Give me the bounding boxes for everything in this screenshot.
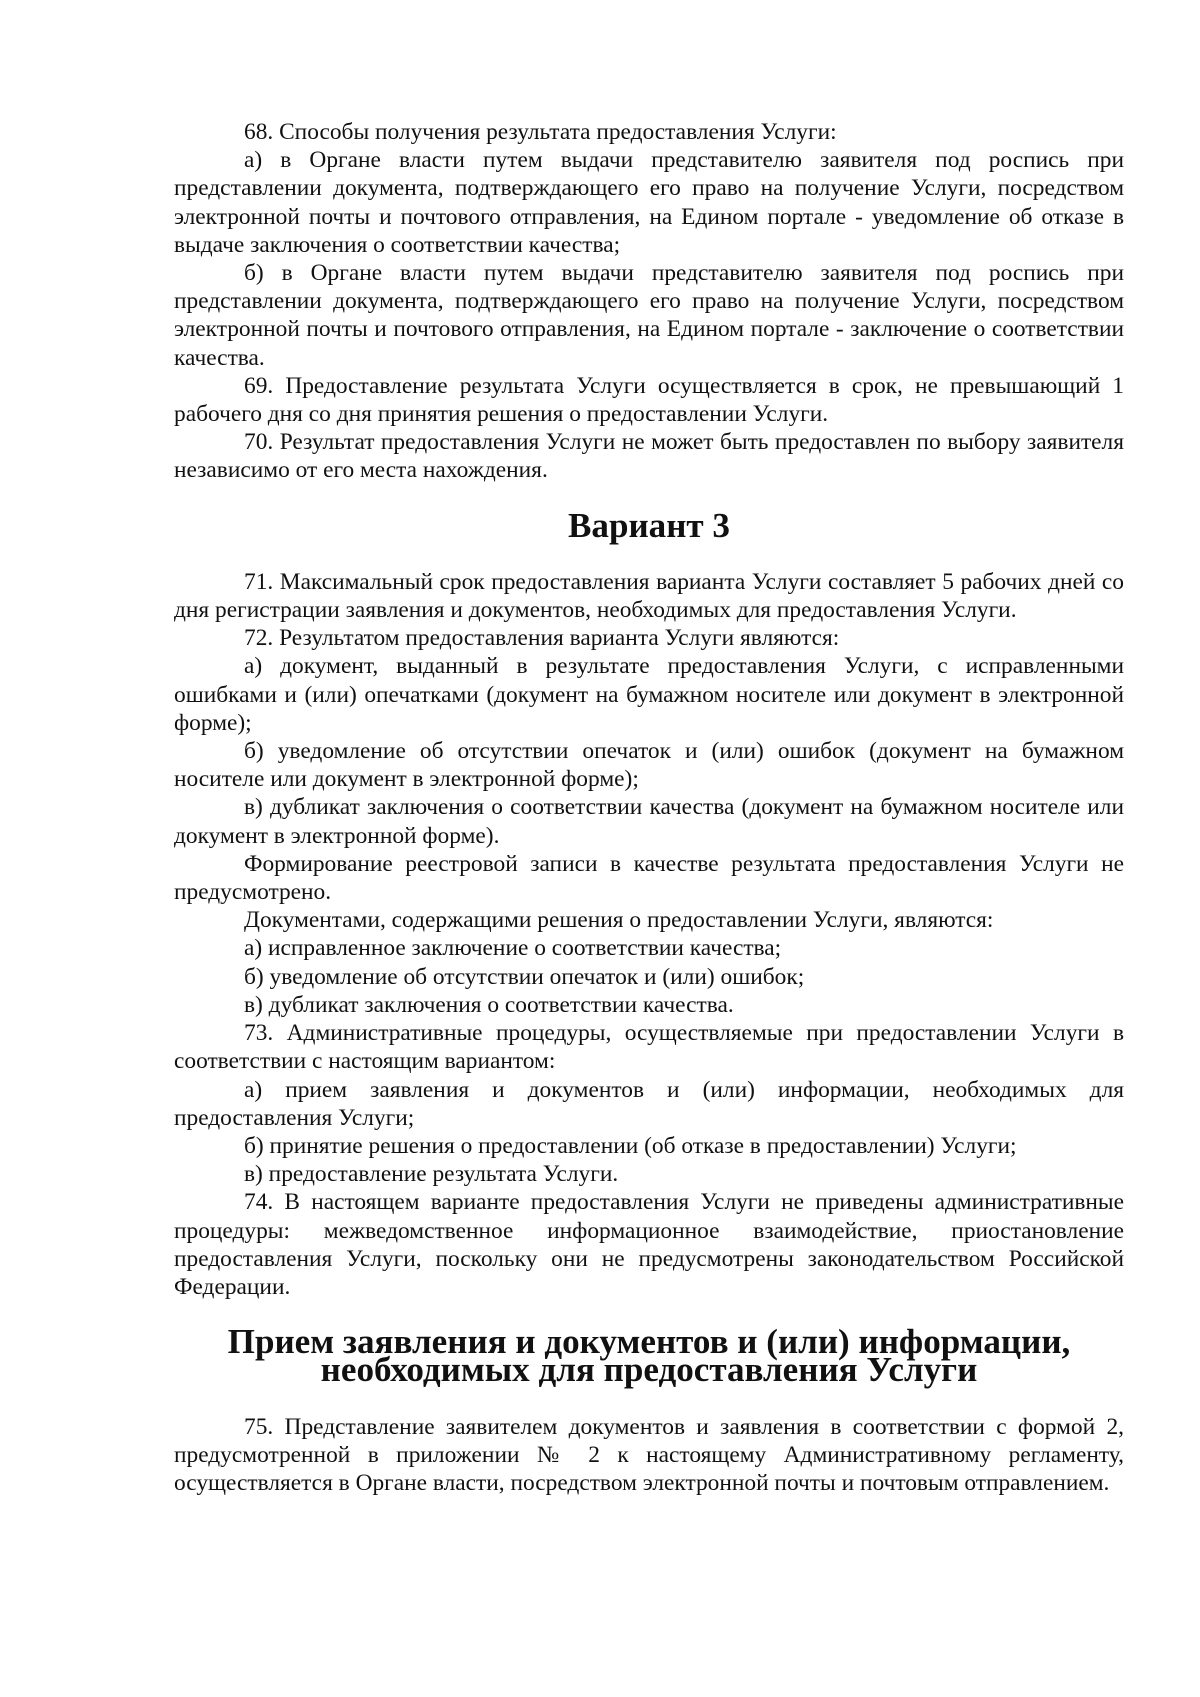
paragraph-68-a: а) в Органе власти путем выдачи представителю заявителя под роспись при представлении документа, подтверждающего его право на получение Услуги, посредством электронной почты и почтового отправления, на Едином портале - уведомление об отказе в выдаче заключения о соответствии качества; [174,147,1124,258]
heading-line: Прием заявления и документов и (или) информации, [227,1322,1071,1362]
paragraph-decision-c: в) дубликат заключения о соответствии качества. [244,991,734,1018]
paragraph-decision-documents: Документами, содержащими решения о предоставлении Услуги, являются: [244,907,994,934]
paragraph-69: 69. Предоставление результата Услуги осуществляется в срок, не превышающий 1 рабочего дня со дня принятия решения о предоставлении Услуги. [174,372,1124,428]
paragraph-72-a: а) документ, выданный в результате предоставления Услуги, с исправленными ошибками и (или) опечатками (документ на бумажном носителе или документ в электронной форме); [174,653,1124,736]
paragraph-registry-note: Формирование реестровой записи в качестве результата предоставления Услуги не предусмотрено. [174,850,1124,906]
paragraph-decision-a: а) исправленное заключение о соответствии качества; [244,935,782,962]
paragraph-73-c: в) предоставление результата Услуги. [244,1161,619,1188]
heading-line: Вариант 3 [568,505,730,545]
paragraph-73-a: а) прием заявления и документов и (или) информации, необходимых для предоставления Услуги; [174,1076,1124,1131]
paragraph-72: 72. Результатом предоставления варианта Услуги являются: [244,625,840,652]
document-page [174,118,1124,1497]
heading-line: необходимых для предоставления Услуги [320,1350,978,1390]
paragraph-68-b: б) в Органе власти путем выдачи представителю заявителя под роспись при представлении документа, подтверждающего его право на получение Услуги, посредством электронной почты и почтового отправления, на Едином портале - заключение о соответствии качества. [174,260,1124,371]
paragraph-71: 71. Максимальный срок предоставления варианта Услуги составляет 5 рабочих дней со дня регистрации заявления и документов, необходимых для предоставления Услуги. [174,568,1124,624]
paragraph-68: 68. Способы получения результата предоставления Услуги: [244,119,837,145]
paragraph-75: 75. Представление заявителем документов и заявления в соответствии с формой 2, предусмотренной в приложении № 2 к настоящему Административному регламенту, осуществляется в Органе власти, посредством электронной почты и почтовым отправлением. [174,1413,1124,1496]
paragraph-73: 73. Административные процедуры, осуществляемые при предоставлении Услуги в соответствии с настоящим вариантом: [174,1020,1124,1075]
section-heading-variant-3 [174,505,1124,545]
paragraph-73-b: б) принятие решения о предоставлении (об отказе в предоставлении) Услуги; [244,1132,1017,1159]
paragraph-70: 70. Результат предоставления Услуги не может быть предоставлен по выбору заявителя независимо от его места нахождения. [174,429,1124,484]
paragraph-decision-b: б) уведомление об отсутствии опечаток и (или) ошибок; [244,963,805,990]
paragraph-74: 74. В настоящем варианте предоставления Услуги не приведены административные процедуры: межведомственное информационное взаимодействие, приостановление предоставления Услуги, поскольку они не предусмотрены законодательством Российской Федерации. [174,1189,1124,1300]
section-heading-application-intake [174,1322,1124,1390]
paragraph-72-c: в) дубликат заключения о соответствии качества (документ на бумажном носителе или документ в электронной форме). [174,794,1124,849]
paragraph-72-b: б) уведомление об отсутствии опечаток и (или) ошибок (документ на бумажном носителе или документ в электронной форме); [174,738,1124,793]
